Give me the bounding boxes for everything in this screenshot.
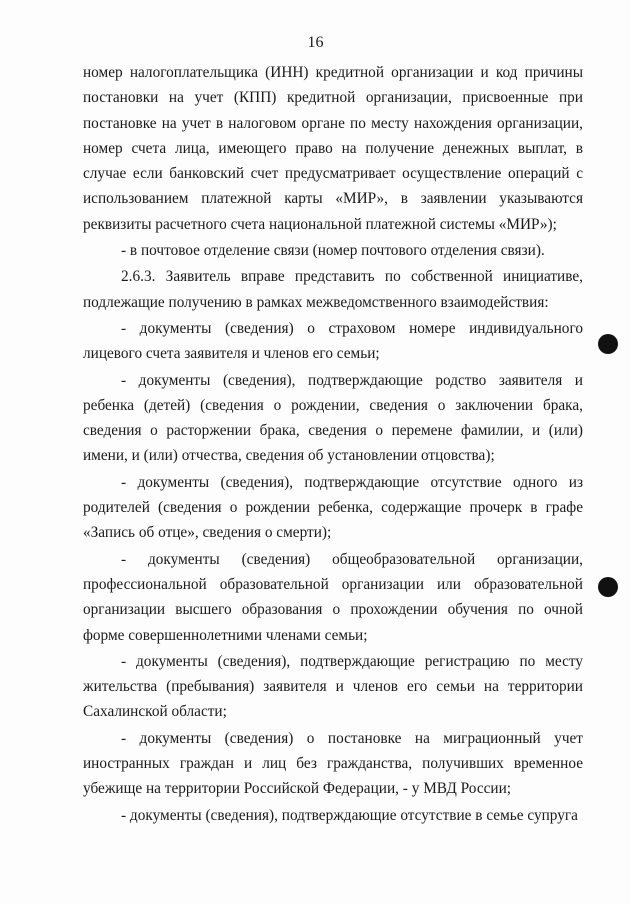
list-item-kinship: - документы (сведения), подтверждающие родство заявителя и ребенка (детей) (сведения о рождении, сведения о заключении брака, сведения о расторжении брака, сведения о перемене фамилии, и (или) имени, и (или) отчества, сведения об установлении отцовства); (83, 371, 583, 465)
list-item-education: - документы (сведения) общеобразовательной организации, профессиональной образовательной организации или образовательной организации высшего образования о прохождении обучения по очной форме совершеннолетними членами семьи; (83, 550, 583, 644)
list-item-insurance-number: - документы (сведения) о страховом номере индивидуального лицевого счета заявителя и членов его семьи; (83, 319, 583, 363)
punch-hole-icon (598, 577, 618, 597)
list-item-migration: - документы (сведения) о постановке на миграционный учет иностранных граждан и лиц без гражданства, получивших временное убежище на территории Российской Федерации, - у МВД России; (83, 729, 583, 798)
paragraph-bank-details: номер налогоплательщика (ИНН) кредитной организации и код причины постановки на учет (КПП) кредитной организации, присвоенные при постановке на учет в налоговом органе по месту нахождения организации, номер счета лица, имеющего право на получение денежных выплат, в случае если банковский счет предусматривает осуществление операций с использованием платежной карты «МИР», в заявлении указываются реквизиты расчетного счета национальной платежной системы «МИР»); (83, 64, 583, 233)
page-number: 16 (307, 34, 324, 51)
list-item-absent-parent: - документы (сведения), подтверждающие отсутствие одного из родителей (сведения о рождении ребенка, содержащие прочерк в графе «Запись об отце», сведения о смерти); (83, 473, 583, 542)
document-body (83, 60, 583, 828)
list-item-registration: - документы (сведения), подтверждающие регистрацию по месту жительства (пребывания) заявителя и членов его семьи на территории Сахалинской области; (83, 652, 583, 721)
list-item-spouse-absence: - документы (сведения), подтверждающие отсутствие в семье супруга (121, 806, 578, 824)
paragraph-section-2-6-3: 2.6.3. Заявитель вправе представить по собственной инициативе, подлежащие получению в рамках межведомственного взаимодействия: (83, 268, 583, 311)
paragraph-post-office: - в почтовое отделение связи (номер почтового отделения связи). (121, 242, 545, 260)
punch-hole-icon (598, 334, 618, 354)
